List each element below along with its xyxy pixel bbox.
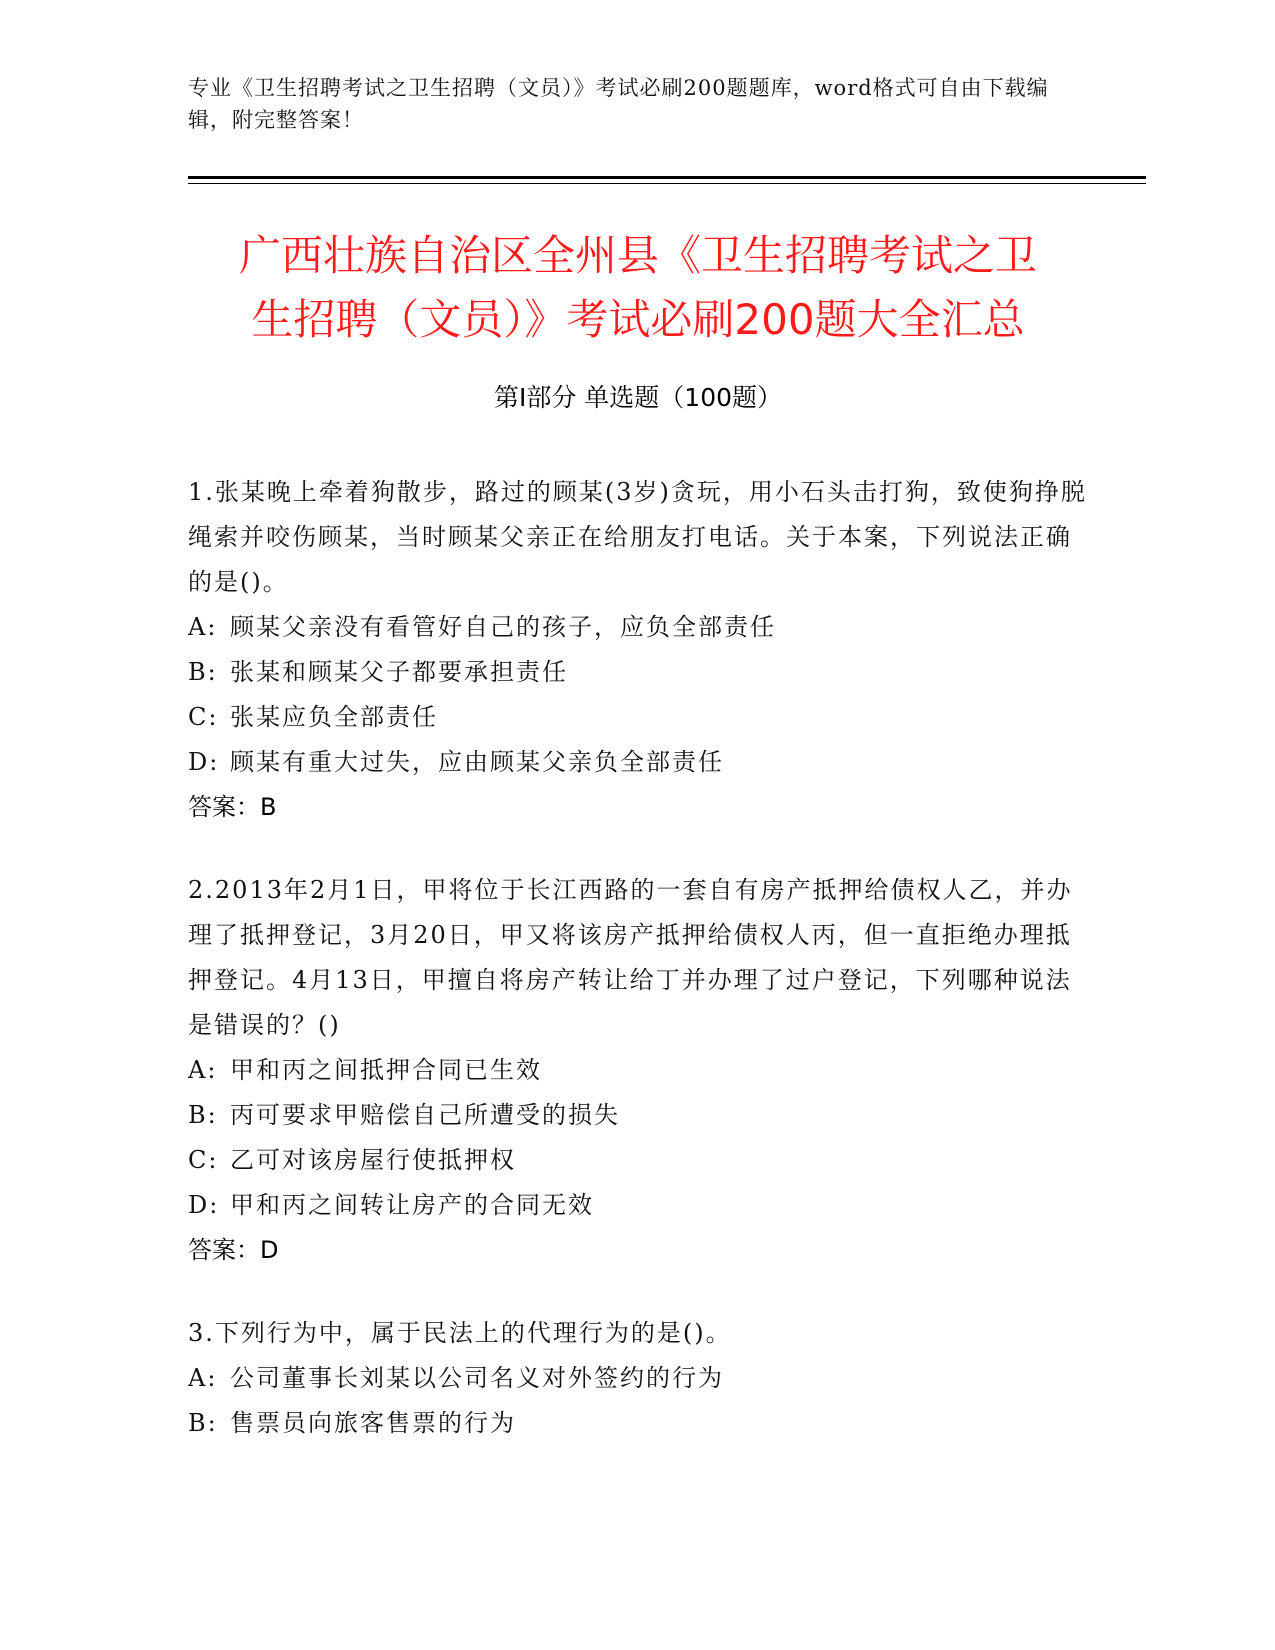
header-divider-thick: [188, 176, 1146, 179]
question-text: 1.张某晚上牵着狗散步，路过的顾某(3岁)贪玩，用小石头击打狗，致使狗挣脱绳索并咬伤顾某，当时顾某父亲正在给朋友打电话。关于本案，下列说法正确的是()。: [188, 478, 1087, 596]
section-title: 第I部分 单选题（100题）: [493, 383, 783, 412]
option-b: [188, 650, 1088, 695]
option-letter: A:: [188, 613, 218, 641]
option-b: [188, 1093, 1088, 1138]
document-title: [188, 224, 1088, 352]
option-letter: A:: [188, 1364, 218, 1392]
option-d: [188, 740, 1088, 785]
option-text: 甲和丙之间转让房产的合同无效: [230, 1191, 594, 1219]
option-text: 售票员向旅客售票的行为: [230, 1409, 516, 1437]
option-text: 甲和丙之间抵押合同已生效: [230, 1056, 542, 1084]
question-list: [188, 470, 1088, 1484]
header-note: 专业《卫生招聘考试之卫生招聘（文员）》考试必刷200题题库，word格式可自由下载编辑，附完整答案！: [188, 76, 1049, 132]
option-letter: B:: [188, 1101, 218, 1129]
option-c: [188, 695, 1088, 740]
answer-line: 答案：B: [188, 793, 277, 821]
option-text: 丙可要求甲赔偿自己所遭受的损失: [230, 1101, 620, 1129]
answer-line: 答案：D: [188, 1236, 279, 1264]
title-line-1: 广西壮族自治区全州县《卫生招聘考试之卫: [238, 231, 1037, 280]
option-text: 张某和顾某父子都要承担责任: [230, 658, 568, 686]
title-line-2: 生招聘（文员）》考试必刷200题大全汇总: [251, 295, 1025, 344]
option-letter: D:: [188, 1191, 220, 1219]
option-a: [188, 605, 1088, 650]
question-1: [188, 470, 1088, 830]
question-text: 3.下列行为中，属于民法上的代理行为的是()。: [188, 1319, 732, 1347]
option-text: 张某应负全部责任: [230, 703, 438, 731]
option-letter: C:: [188, 1146, 219, 1174]
question-text: 2.2013年2月1日，甲将位于长江西路的一套自有房产抵押给债权人乙，并办理了抵押登记，3月20日，甲又将该房产抵押给债权人丙，但一直拒绝办理抵押登记。4月13日，甲擅自将房产转让给丁并办理了过户登记，下列哪种说法是错误的？(): [188, 876, 1073, 1039]
option-letter: D:: [188, 748, 220, 776]
option-text: 公司董事长刘某以公司名义对外签约的行为: [230, 1364, 724, 1392]
option-letter: B:: [188, 658, 218, 686]
option-d: [188, 1183, 1088, 1228]
header-divider-thin: [188, 183, 1146, 184]
option-a: [188, 1356, 1088, 1401]
option-text: 顾某父亲没有看管好自己的孩子，应负全部责任: [230, 613, 776, 641]
option-letter: C:: [188, 703, 219, 731]
question-2: [188, 868, 1088, 1273]
option-c: [188, 1138, 1088, 1183]
option-a: [188, 1048, 1088, 1093]
option-b: [188, 1401, 1088, 1446]
question-3: [188, 1311, 1088, 1446]
option-text: 乙可对该房屋行使抵押权: [230, 1146, 516, 1174]
option-letter: A:: [188, 1056, 218, 1084]
option-letter: B:: [188, 1409, 218, 1437]
option-text: 顾某有重大过失，应由顾某父亲负全部责任: [230, 748, 724, 776]
